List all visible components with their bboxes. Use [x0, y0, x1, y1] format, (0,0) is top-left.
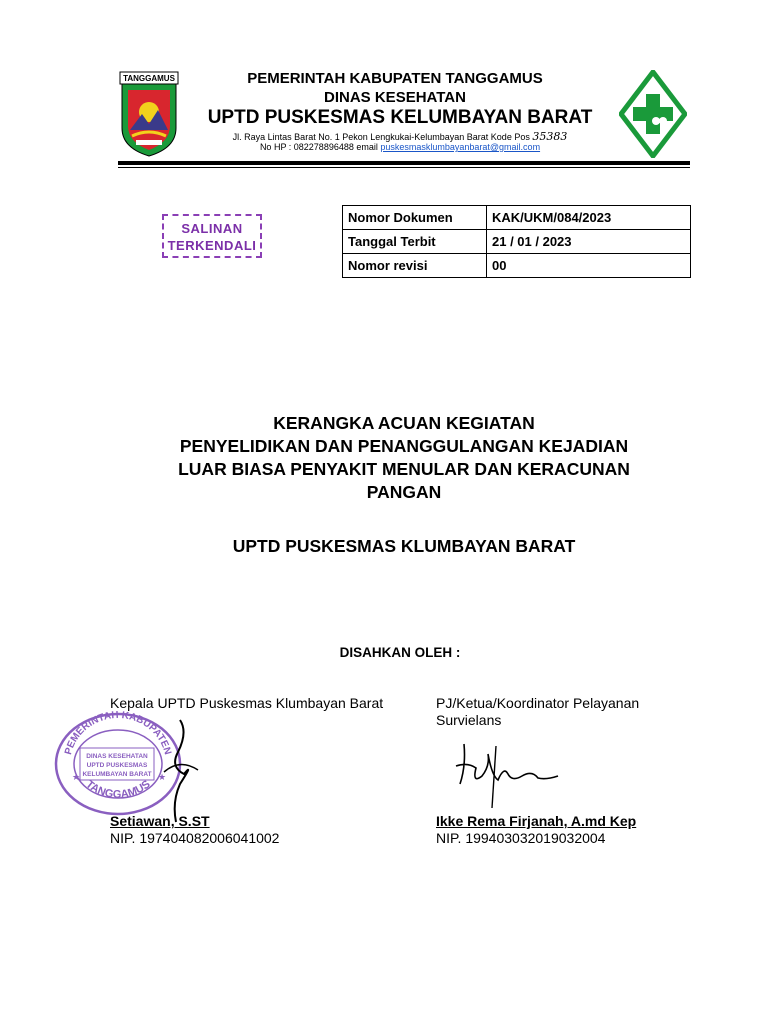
header-contact: [180, 142, 620, 152]
approver-left-nip: NIP. 197404082006041002: [110, 830, 280, 846]
approver-right-role: [436, 695, 706, 729]
title-line4: PANGAN: [366, 482, 442, 502]
controlled-copy-stamp: [162, 214, 262, 258]
right-role-line1: PJ/Ketua/Koordinator Pelayanan: [436, 695, 640, 711]
postal-code: 35383: [532, 130, 568, 143]
svg-text:★: ★: [72, 772, 81, 782]
issue-date-value: 21 / 01 / 2023: [487, 230, 691, 254]
approver-left-role: Kepala UPTD Puskesmas Klumbayan Barat: [110, 695, 384, 711]
round-stamp-top: PEMERINTAH KABUPATEN: [63, 709, 173, 756]
table-row: [343, 254, 691, 278]
approver-right-nip: NIP. 199403032019032004: [436, 830, 606, 846]
round-stamp-bottom: TANGGAMUS: [83, 778, 153, 801]
doc-number-value: KAK/UKM/084/2023: [487, 206, 691, 230]
title-line3: LUAR BIASA PENYAKIT MENULAR DAN KERACUNAN: [178, 459, 630, 479]
svg-text:★: ★: [158, 772, 167, 782]
stamp-line1: SALINAN: [181, 221, 243, 236]
document-subtitle: UPTD PUSKESMAS KLUMBAYAN BARAT: [232, 536, 576, 556]
signature-left: [150, 712, 210, 827]
header-rule-thin: [118, 167, 690, 168]
puskesmas-logo: [619, 70, 687, 158]
stamp-line2: TERKENDALI: [167, 238, 257, 253]
issue-date-label: Tanggal Terbit: [343, 230, 487, 254]
tanggamus-logo: [118, 70, 180, 158]
signature-right: [452, 736, 562, 811]
round-stamp-line2: UPTD PUSKESMAS: [86, 762, 148, 769]
header-department: DINAS KESEHATAN: [324, 89, 466, 106]
header-government: PEMERINTAH KABUPATEN TANGGAMUS: [247, 70, 543, 87]
email-link[interactable]: puskesmasklumbayanbarat@gmail.com: [380, 142, 541, 152]
round-stamp-line1: DINAS KESEHATAN: [86, 753, 148, 760]
title-line1: KERANGKA ACUAN KEGIATAN: [273, 413, 535, 433]
tanggamus-logo-label: TANGGAMUS: [123, 74, 175, 83]
svg-text:TANGGAMUS: [83, 778, 152, 800]
round-stamp-line3: KELUMBAYAN BARAT: [82, 771, 152, 778]
contact-text: No HP : 082278896488 email: [259, 142, 381, 152]
title-line2: PENYELIDIKAN DAN PENANGGULANGAN KEJADIAN: [179, 436, 629, 456]
revision-label: Nomor revisi: [343, 254, 487, 278]
document-info-table: [342, 205, 691, 278]
header-institution: UPTD PUSKESMAS KELUMBAYAN BARAT: [207, 107, 593, 128]
address-text: Jl. Raya Lintas Barat No. 1 Pekon Lengkukai-Kelumbayan Barat Kode Pos: [232, 132, 533, 142]
revision-value: 00: [487, 254, 691, 278]
approver-right-name: Ikke Rema Firjanah, A.md Kep: [436, 813, 637, 829]
header-rule-thick: [118, 161, 690, 165]
table-row: [343, 230, 691, 254]
doc-number-label: Nomor Dokumen: [343, 206, 487, 230]
table-row: [343, 206, 691, 230]
approval-heading: DISAHKAN OLEH :: [339, 645, 461, 660]
document-title: [100, 412, 708, 504]
right-role-line2: Survielans: [436, 712, 502, 728]
approver-left-name: Setiawan, S.ST: [110, 813, 210, 829]
